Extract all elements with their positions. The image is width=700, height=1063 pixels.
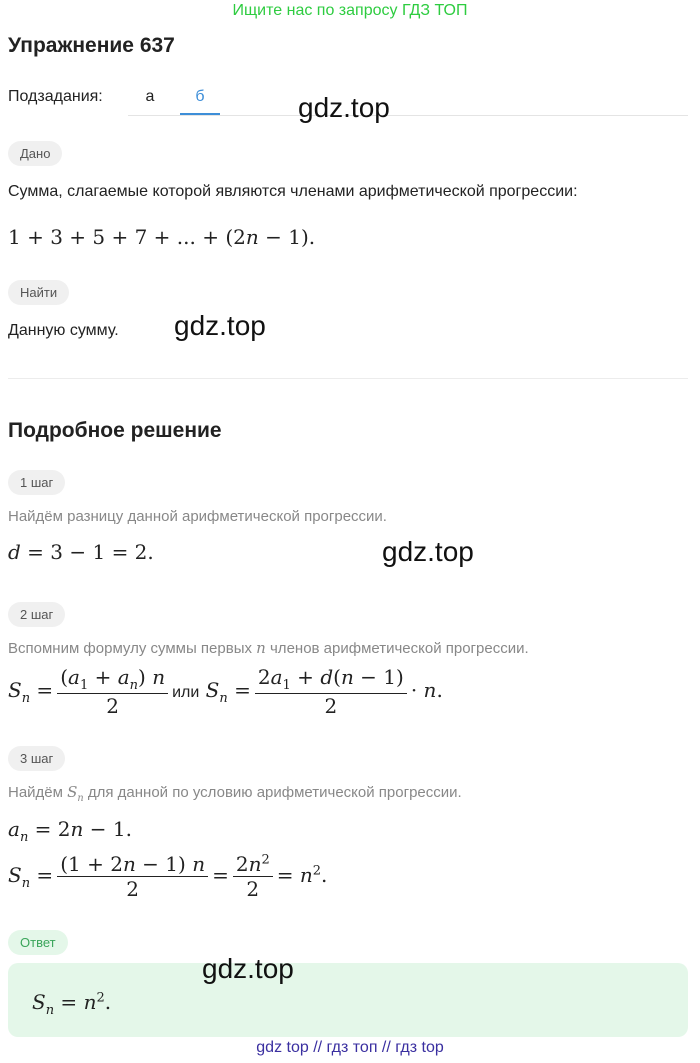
tab-subtask-b[interactable]: б bbox=[195, 88, 205, 105]
answer-badge: Ответ bbox=[8, 930, 68, 955]
watermark: gdz.top bbox=[382, 536, 474, 567]
page-title: Упражнение 637 bbox=[8, 34, 175, 57]
step-3-hint: Найдём $S_n$ для данной по условию арифметической прогрессии. bbox=[8, 783, 462, 804]
step-3-formula-2: $S_n$ = $\frac{(1 + 2n - 1) n}{2}$ = $\frac{2n^2}{2}$ = $n^2$. bbox=[8, 852, 328, 901]
subtasks-label: Подзадания: bbox=[8, 88, 103, 105]
watermark: gdz.top bbox=[202, 953, 294, 984]
given-text: Сумма, слагаемые которой являются членами арифметической прогрессии: bbox=[8, 183, 578, 200]
watermark: gdz.top bbox=[174, 310, 266, 341]
step-1-formula: d = 3 − 1 = 2. bbox=[8, 540, 154, 564]
active-tab-indicator bbox=[180, 113, 220, 115]
solution-title: Подробное решение bbox=[8, 419, 222, 442]
top-banner-link[interactable]: Ищите нас по запросу ГДЗ ТОП bbox=[232, 2, 468, 19]
find-badge: Найти bbox=[8, 280, 69, 305]
answer-formula: $S_n = n^2$. bbox=[32, 990, 112, 1018]
step-2-formula: $S_n$ = $\frac{(a_1 + a_n) n}{2}$ или $S_n$ = $\frac{2a_1 + d(n - 1)}{2}$ · n. bbox=[8, 665, 443, 718]
footer-links[interactable]: gdz top // гдз топ // гдз top bbox=[256, 1039, 444, 1056]
step-1-badge: 1 шаг bbox=[8, 470, 65, 495]
section-divider bbox=[8, 378, 688, 379]
tabs-divider bbox=[128, 115, 688, 116]
step-1-hint: Найдём разницу данной арифметической прогрессии. bbox=[8, 508, 387, 525]
step-3-formula-1: $a_n = 2n - 1$. bbox=[8, 817, 132, 845]
find-text: Данную сумму. bbox=[8, 322, 119, 339]
watermark: gdz.top bbox=[298, 92, 390, 123]
step-2-hint: Вспомним формулу суммы первых n членов арифметической прогрессии. bbox=[8, 639, 529, 657]
given-badge: Дано bbox=[8, 141, 62, 166]
tab-subtask-a[interactable]: а bbox=[145, 88, 155, 105]
given-formula: 1 + 3 + 5 + 7 + ... + (2n − 1). bbox=[8, 225, 316, 249]
step-2-badge: 2 шаг bbox=[8, 602, 65, 627]
step-3-badge: 3 шаг bbox=[8, 746, 65, 771]
